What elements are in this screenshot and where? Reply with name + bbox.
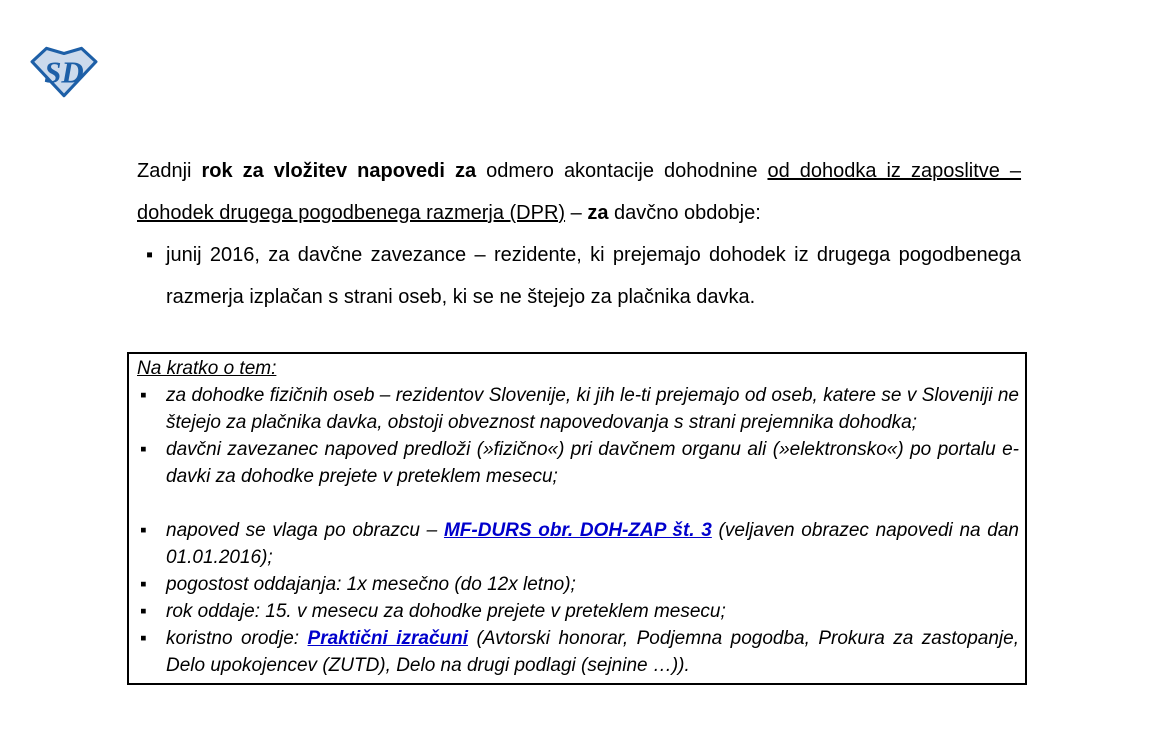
intro-paragraph <box>137 150 1021 234</box>
intro-text-underlined: od dohodka iz zaposlitve – dohodek drugega pogodbenega razmerja (DPR) <box>137 160 1022 224</box>
bullet-text: koristno orodje: <box>166 628 308 649</box>
bullet-text: (veljaven obrazec napovedi na dan 01.01.2016); <box>166 520 1019 568</box>
list-item <box>137 436 1019 490</box>
bullet-text: rok oddaje: 15. v mesecu za dohodke prejete v preteklem mesecu; <box>166 601 726 622</box>
bullet-text: (Avtorski honorar, Podjemna pogodba, Prokura za zastopanje, Delo upokojencev (ZUTD), Delo na drugi podlagi (sejnine …)). <box>166 628 1019 676</box>
intro-text: odmero akontacije dohodnine <box>476 160 768 182</box>
bullet-icon: ▪ <box>140 574 147 595</box>
list-item <box>137 234 1021 318</box>
sd-logo <box>30 44 98 98</box>
intro-text-bold: za <box>587 202 609 224</box>
list-item <box>137 571 1019 598</box>
bullet-icon: ▪ <box>140 601 147 622</box>
bullet-text: napoved se vlaga po obrazcu – <box>166 520 444 541</box>
list-item <box>137 382 1019 436</box>
summary-box-title: Na kratko o tem: <box>137 358 277 379</box>
doh-zap-form-link[interactable]: MF-DURS obr. DOH-ZAP št. 3 <box>443 520 712 541</box>
intro-bullet-list <box>137 234 1021 318</box>
bullet-icon: ▪ <box>140 628 147 649</box>
bullet-icon: ▪ <box>146 244 154 266</box>
bullet-text: pogostost oddajanja: 1x mesečno (do 12x letno); <box>166 574 576 595</box>
intro-text: davčno obdobje: <box>608 202 761 224</box>
list-item <box>137 517 1019 571</box>
summary-bullet-list <box>137 382 1019 679</box>
intro-text: Zadnji <box>137 160 202 182</box>
list-item <box>137 625 1019 679</box>
intro-text-bold: rok za vložitev napovedi za <box>201 160 477 182</box>
bullet-icon: ▪ <box>140 439 147 460</box>
bullet-text: davčni zavezanec napoved predloži (»fizično«) pri davčnem organu ali (»elektronsko«) po portalu e-davki za dohodke prejete v preteklem mesecu; <box>166 439 1019 487</box>
intro-bullet-text: junij 2016, za davčne zavezance – rezidente, ki prejemajo dohodek iz drugega pogodbenega razmerja izplačan s strani oseb, ki se ne štejejo za plačnika davka. <box>166 244 1021 308</box>
prakticni-izracuni-link[interactable]: Praktični izračuni <box>307 628 469 649</box>
intro-text: – <box>565 202 588 224</box>
sd-logo-letters: SD <box>44 54 84 90</box>
summary-box <box>127 352 1027 685</box>
bullet-icon: ▪ <box>140 385 147 406</box>
list-item <box>137 598 1019 625</box>
bullet-text: za dohodke fizičnih oseb – rezidentov Slovenije, ki jih le-ti prejemajo od oseb, katere se v Sloveniji ne štejejo za plačnika davka, obstoji obveznost napovedovanja s strani prejemnika dohodka; <box>166 385 1019 433</box>
bullet-icon: ▪ <box>140 520 147 541</box>
document-body <box>137 150 1021 685</box>
